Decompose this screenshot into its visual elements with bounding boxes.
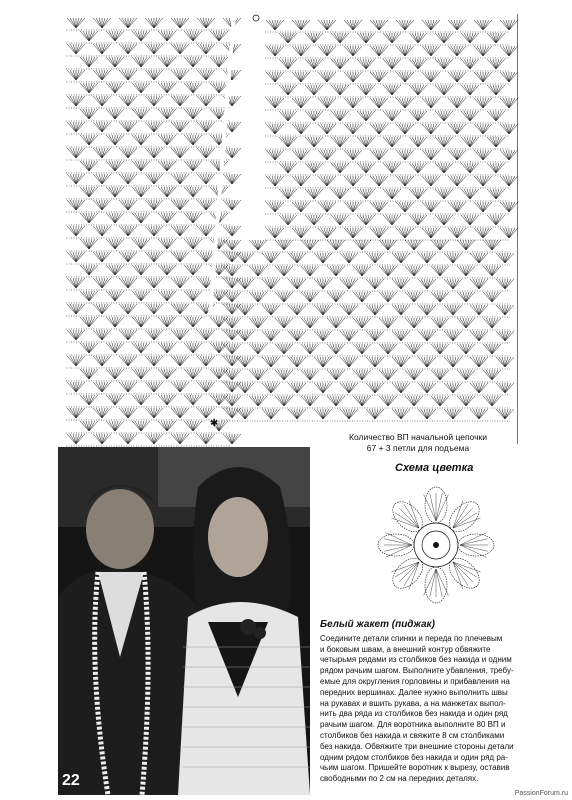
chart-right-panel [265, 20, 518, 240]
watermark: PassionForum.ru [514, 790, 568, 797]
end-marker [253, 15, 259, 21]
chart-caption-line-2: 67 + 3 петли для подъема [366, 443, 470, 453]
article-line: передних вершинах. Далее нужно выполнить швы [320, 687, 508, 697]
flower-title: Схема цветка [395, 462, 474, 474]
article-line: чьим шагом. Пришейте воротник к вырезу, оставив [320, 763, 510, 773]
photo-illustration [58, 447, 310, 795]
article-line: четырьмя рядами из столбиков без накида и одним [320, 655, 512, 665]
chart-lower-right-panel [222, 240, 514, 421]
article-line: без накида. Обвяжите три внешние стороны детали [320, 741, 514, 751]
article-body [320, 634, 526, 785]
article-line: рядом рачьим шагом. Выполните убавления, требу- [320, 666, 514, 676]
flower-diagram-svg [376, 478, 496, 613]
article-line: Соедините детали спинки и переда по плечевым [320, 633, 503, 643]
article-line: емые для округления горловины и прибавления на [320, 676, 510, 686]
jacket-photo [58, 447, 310, 795]
chart-caption-line-1: Количество ВП начальной цепочки [349, 432, 487, 442]
crochet-chart-svg [60, 14, 518, 454]
flower-center [433, 542, 439, 548]
article-line: и боковым швам, а внешний контур обвяжите [320, 644, 491, 654]
article-line: нить два ряда из столбиков без накида и один ряд [320, 709, 508, 719]
article-heading: Белый жакет (пиджак) [320, 619, 435, 630]
article-line: одним рядом столбиков без накида и один ряд ра- [320, 752, 508, 762]
chart-caption [318, 432, 518, 454]
article [320, 620, 526, 785]
page-number: 22 [62, 772, 80, 789]
article-line: свободными по 2 см на передних деталях. [320, 774, 479, 784]
start-marker: ✱ [210, 418, 219, 429]
article-line: рачьим шагом. Для воротника выполните 80 ВП и [320, 720, 506, 730]
article-line: на рукавах и вшить рукава, а на манжетах выпол- [320, 698, 506, 708]
article-line: столбиков без накида и свяжите 8 см столбиками [320, 730, 505, 740]
crochet-chart [60, 14, 518, 454]
flower-diagram [376, 478, 496, 613]
